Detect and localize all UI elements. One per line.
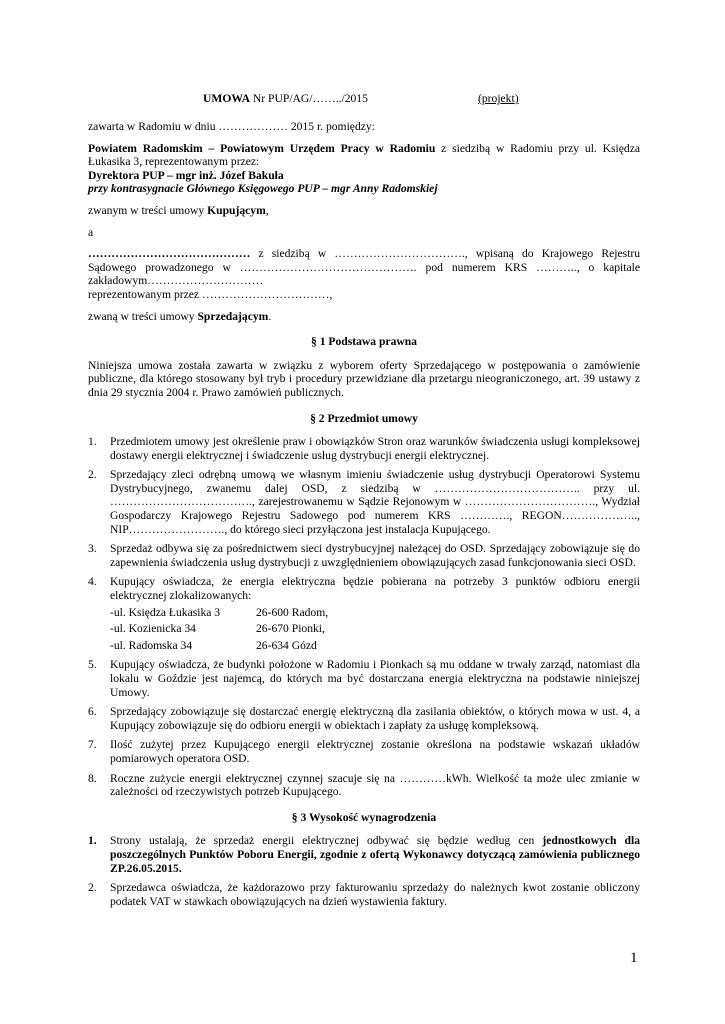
section-2-list: [88, 435, 640, 799]
location-row: -ul. Radomska 34 26-634 Gózd: [110, 638, 317, 652]
buyer-alias: zwanym w treści umowy Kupującym,: [88, 203, 269, 217]
list-item: 2. Sprzedający zleci odrębną umową we własnym imieniu świadczenie usług dystrybucji Operatorowi Systemu Dystrybucyjnego, zwanemu dalej OSD, z siedzibą w ……………………………….. przy ul. ………………………………., zarejestrowanemu w Sądzie Rejonowym w ……………………………., Wydział Gospodarczy Krajowego Rejestru Sadowego pod numerem KRS …………., REGON……………….., NIP……………………., do którego sieci przyłączona jest instalacja Kupującego.: [88, 468, 640, 536]
list-item: 8. Roczne zużycie energii elektrycznej czynnej szacuje się na …………kWh. Wielkość ta może ulec zmianie w zależności od rzeczywistych potrzeb Kupującego.: [88, 771, 640, 799]
section-3-heading: § 3 Wysokość wynagrodzenia: [291, 810, 437, 824]
section-3-list: [88, 834, 640, 908]
buyer-director: Dyrektora PUP – mgr inż. Józef Bakuła: [88, 168, 284, 182]
location-row: -ul. Kozienicka 34 26-670 Pionki,: [110, 622, 325, 636]
conjunction-a: a: [88, 225, 94, 239]
title-row: [88, 92, 640, 106]
list-item: 3. Sprzedaż odbywa się za pośrednictwem sieci dystrybucyjnej należącej do OSD. Sprzedający zobowiązuje się do zapewnienia świadczenia usług dystrybucji z uwzględnieniem obowiązujących zasad funkcjonowania sieci OSD.: [88, 542, 640, 569]
party-buyer: Powiatem Radomskim – Powiatowym Urzędem Pracy w Radomiu z siedzibą w Radomiu przy ul. Księdza Łukasika 3, reprezentowanym przez:: [88, 141, 640, 169]
concluded-date: zawarta w Radomiu w dniu ……………… 2015 r. pomiędzy:: [88, 120, 375, 133]
party-seller: …………………………………… z siedzibą w ……………………………., wpisaną do Krajowego Rejestru Sądowego prowadzonego w ………………………………………. pod numerem KRS ……….., o kapitale zakładowym…………………………: [88, 247, 640, 288]
location-row: -ul. Księdza Łukasika 3 26-600 Radom,: [110, 605, 329, 619]
seller-alias: zwaną w treści umowy Sprzedającym.: [88, 309, 272, 323]
list-item: 1. Przedmiotem umowy jest określenie praw i obowiązków Stron oraz warunków świadczenia usługi kompleksowej dostawy energii elektrycznej i świadczenie usług dystrybucji energii elektrycznej.: [88, 435, 640, 462]
list-item: 7. Ilość zużytej przez Kupującego energii elektrycznej zostanie określona na podstawie wskazań układów pomiarowych operatora OSD.: [88, 738, 640, 765]
list-item: 5. Kupujący oświadcza, że budynki położone w Radomiu i Pionkach są mu oddane w trwały zarząd, natomiast dla lokalu w Goździe jest najemcą, do których ma być dostarczana energia elektryczna na podstawie niniejszej Umowy.: [88, 658, 640, 699]
section-2-heading: § 2 Przedmiot umowy: [310, 411, 418, 425]
list-item: 1. Strony ustalają, że sprzedaż energii elektrycznej odbywać się będzie według cen jednostkowych dla poszczególnych Punktów Poboru Energii, zgodnie z ofertą Wykonawcy dotyczącą zamówienia publicznego ZP.26.05.2015.: [88, 834, 640, 875]
draft-label: (projekt): [478, 92, 519, 105]
section-1-text: Niniejsza umowa została zawarta w związku z wyborem oferty Sprzedającego w postępowania o zamówienie publiczne, dla którego stosowany był tryb i procedury przewidziane dla przetargu nieograniczonego, art. 39 ustawy z dnia 29 stycznia 2004 r. Prawo zamówień publicznych.: [88, 358, 640, 399]
list-item: 2. Sprzedawca oświadcza, że każdorazowo przy fakturowaniu sprzedaży do należnych kwot zostanie obliczony podatek VAT w stawkach obowiązujących na dzień wystawienia faktury.: [88, 881, 640, 908]
contract-title: UMOWA Nr PUP/AG/……../2015: [203, 92, 368, 105]
section-1-heading: § 1 Podstawa prawna: [311, 335, 417, 349]
seller-representative: reprezentowanym przez ……………………………,: [88, 287, 333, 301]
document-body: [88, 92, 640, 914]
list-item: 6. Sprzedający zobowiązuje się dostarczać energię elektryczną dla zasilania obiektów, o których mowa w ust. 4, a Kupujący zobowiązuje się do odbioru energii w obiektach i zapłaty za usługę kompleksową.: [88, 705, 640, 732]
page-number: 1: [630, 950, 638, 966]
buyer-countersign: przy kontrasygnacie Głównego Księgowego PUP – mgr Anny Radomskiej: [88, 182, 438, 196]
list-item: 4. Kupujący oświadcza, że energia elektryczna będzie pobierana na potrzeby 3 punktów odbioru energii elektrycznej zlokalizowanych: -ul. Księdza Łukasika 3 26-600 Radom, -ul. Kozienicka 34 26-670 Pionki, -ul. Radomska 34 26-634 Gózd: [88, 575, 640, 652]
